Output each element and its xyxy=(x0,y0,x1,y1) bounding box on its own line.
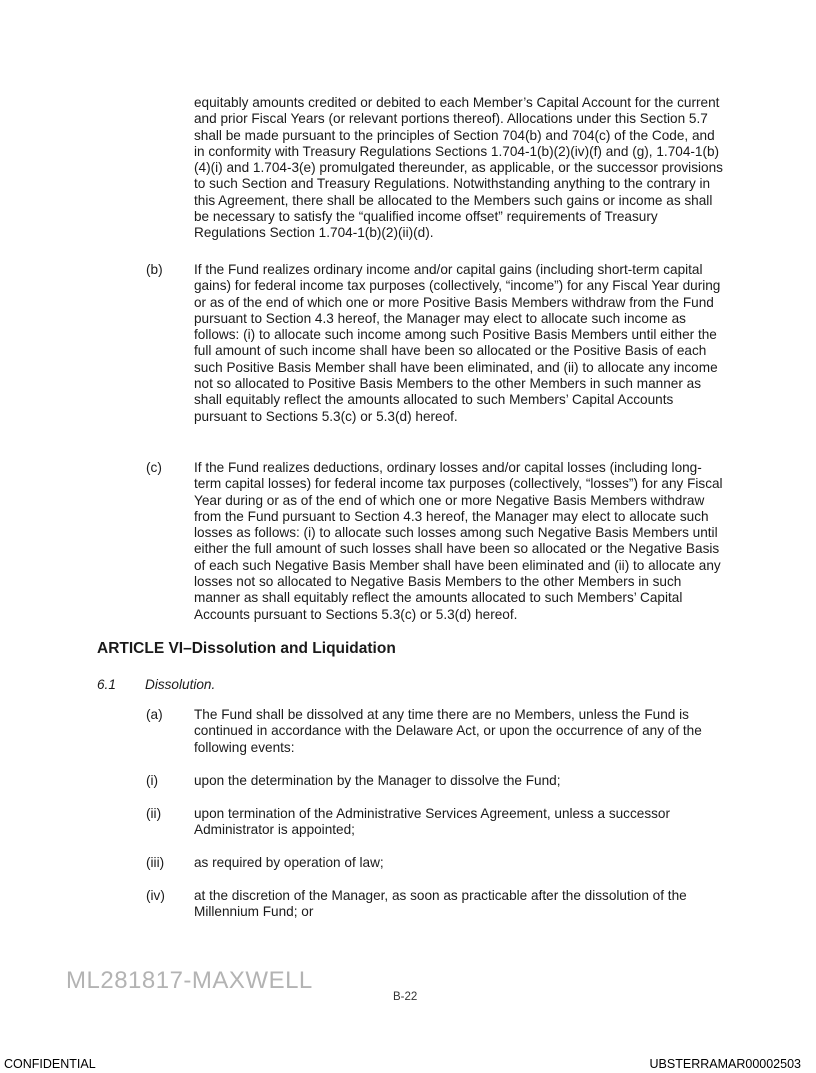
page-number: B-22 xyxy=(393,991,418,1003)
item-label-b: (b) xyxy=(146,262,163,277)
paragraph-iii: as required by operation of law; xyxy=(194,855,384,870)
confidential-label: CONFIDENTIAL xyxy=(4,1057,96,1071)
section-number: 6.1 xyxy=(97,677,116,692)
article-heading: ARTICLE VI–Dissolution and Liquidation xyxy=(97,640,396,657)
item-label-ii: (ii) xyxy=(146,806,162,821)
continuation-paragraph: equitably amounts credited or debited to each Member’s Capital Account for the current and prior Fiscal Years (or relevant portions thereof). Allocations under this Section 5.7 shall be made pursuant to the principles of Section 704(b) and 704(c) of the Code, and in conformity with Treasury Regulations Sections 1.704-1(b)(2)(iv)(f) and (g), 1.704-1(b)(4)(i) and 1.704-3(e) promulgated thereunder, as applicable, or the successor provisions to such Section and Treasury Regulations. Notwithstanding anything to the contrary in this Agreement, there shall be allocated to the Members such gains or income as shall be necessary to satisfy the “qualified income offset” requirements of Treasury Regulations Section 1.704-1(b)(2)(ii)(d). xyxy=(194,95,723,241)
item-label-iv: (iv) xyxy=(146,888,165,903)
item-label-a: (a) xyxy=(146,707,163,722)
paragraph-b: If the Fund realizes ordinary income and/or capital gains (including short-term capital gains) for federal income tax purposes (collectively, “income”) for any Fiscal Year during or as of the end of which one or more Positive Basis Members withdraw from the Fund pursuant to Section 4.3 hereof, the Manager may elect to allocate such income as follows: (i) to allocate such income among such Positive Basis Members until either the full amount of such income shall have been so allocated or the Positive Basis of each such Positive Basis Member shall have been eliminated, and (ii) to allocate any income not so allocated to Positive Basis Members to the other Members in such manner as shall equitably reflect the amounts allocated to such Members’ Capital Accounts pursuant to Sections 5.3(c) or 5.3(d) hereof. xyxy=(194,262,721,424)
item-label-i: (i) xyxy=(146,773,159,788)
item-label-c: (c) xyxy=(146,460,162,475)
paragraph-c: If the Fund realizes deductions, ordinary losses and/or capital losses (including long-term capital losses) for federal income tax purposes (collectively, “losses”) for any Fiscal Year during or as of the end of which one or more Negative Basis Members withdraw from the Fund pursuant to Section 4.3 hereof, the Manager may elect to allocate such losses as follows: (i) to allocate such losses among such Negative Basis Members until either the full amount of such losses shall have been so allocated or the Negative Basis of each such Negative Basis Member shall have been eliminated and (ii) to allocate any losses not so allocated to Negative Basis Members to the other Members in such manner as shall equitably reflect the amounts allocated to such Members’ Capital Accounts pursuant to Sections 5.3(c) or 5.3(d) hereof. xyxy=(194,460,723,622)
section-title: Dissolution. xyxy=(145,677,216,692)
paragraph-a: The Fund shall be dissolved at any time there are no Members, unless the Fund is continued in accordance with the Delaware Act, or upon the occurrence of any of the following events: xyxy=(194,707,702,755)
item-label-iii: (iii) xyxy=(146,855,165,870)
paragraph-iv: at the discretion of the Manager, as soon as practicable after the dissolution of the Millennium Fund; or xyxy=(194,888,687,920)
bates-stamp: ML281817-MAXWELL xyxy=(66,967,313,994)
paragraph-i: upon the determination by the Manager to dissolve the Fund; xyxy=(194,773,561,788)
paragraph-ii: upon termination of the Administrative Services Agreement, unless a successor Administrator is appointed; xyxy=(194,806,671,838)
document-id: UBSTERRAMAR00002503 xyxy=(649,1057,801,1071)
